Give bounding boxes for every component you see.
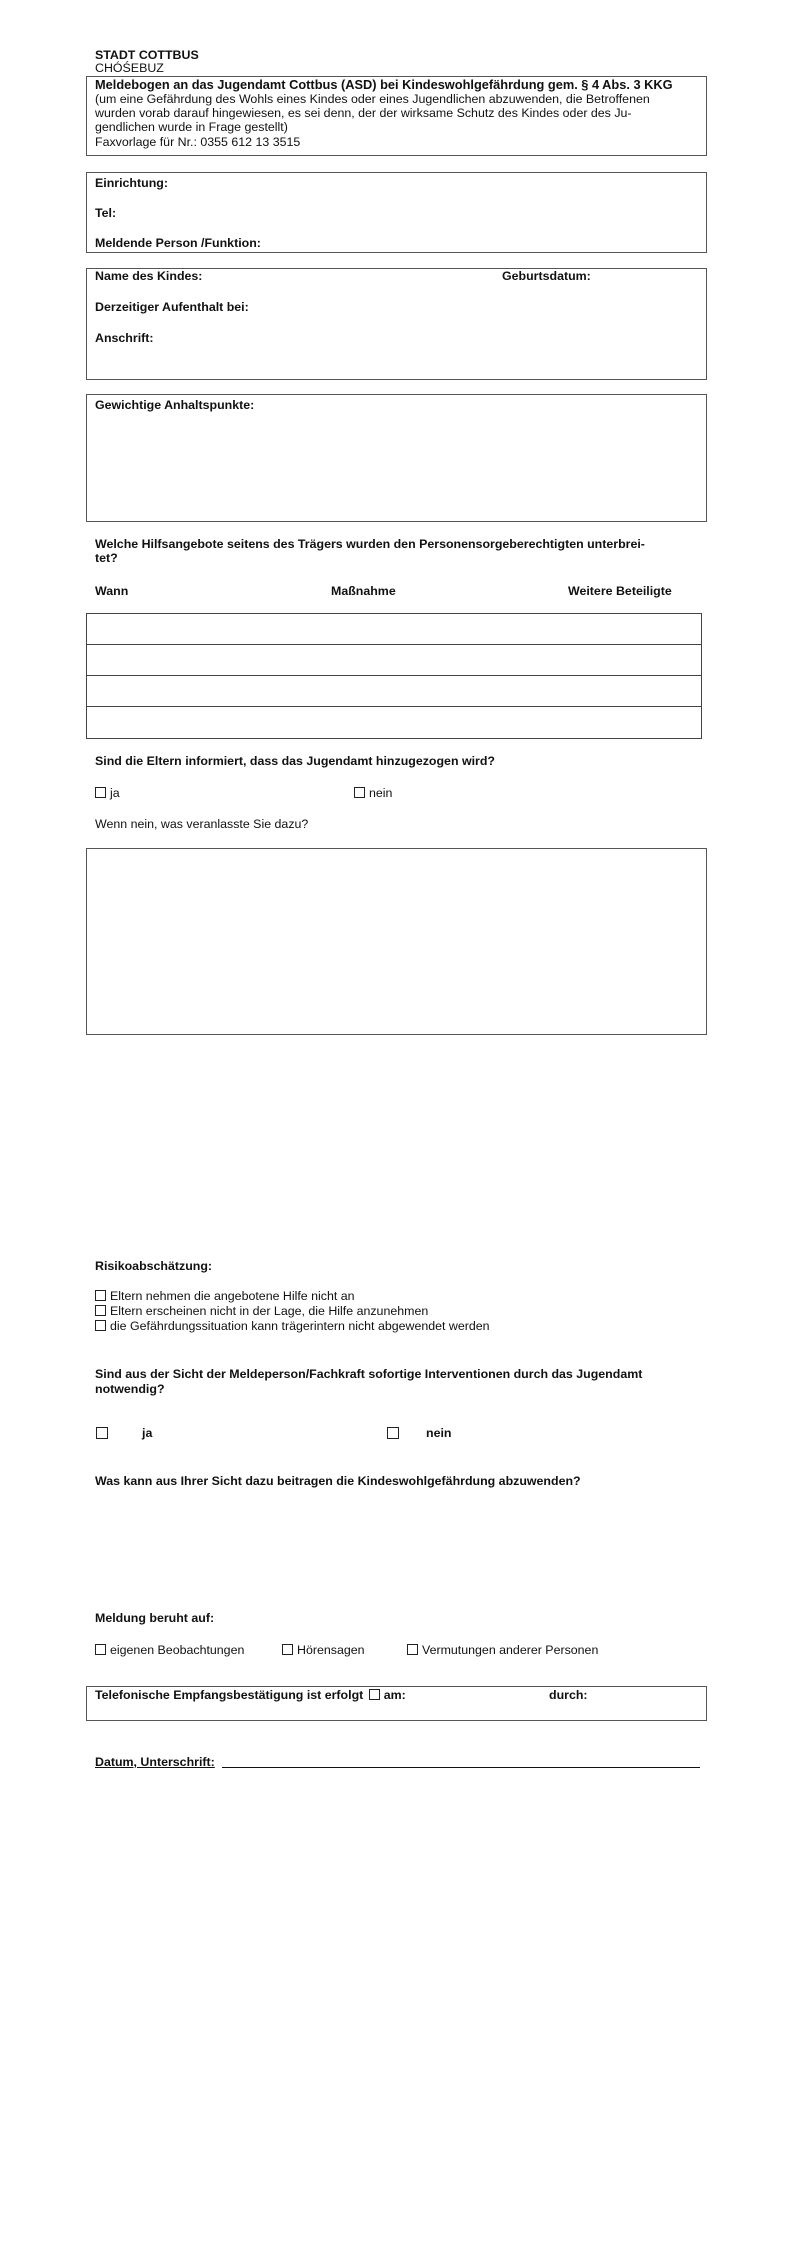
parents-informed-question: Sind die Eltern informiert, dass das Jugendamt hinzugezogen wird? xyxy=(95,754,495,768)
parents-informed-yes[interactable] xyxy=(95,786,120,800)
signature-line[interactable] xyxy=(222,1767,700,1768)
form-note-line1: (um eine Gefährdung des Wohls eines Kindes oder eines Jugendlichen abzuwenden, die Betroffenen xyxy=(95,92,650,106)
checkbox-icon[interactable] xyxy=(407,1644,418,1655)
form-note-line3: gendlichen wurde in Frage gestellt) xyxy=(95,120,288,134)
parents-informed-no[interactable] xyxy=(354,786,392,800)
risk-option[interactable] xyxy=(95,1289,355,1303)
offers-table-row[interactable] xyxy=(86,675,702,707)
basis-option-label: eigenen Beobachtungen xyxy=(110,1643,245,1657)
risk-option-label: Eltern nehmen die angebotene Hilfe nicht an xyxy=(110,1289,355,1303)
address-label: Anschrift: xyxy=(95,331,154,345)
offers-table-row[interactable] xyxy=(86,706,702,739)
institution-label: Einrichtung: xyxy=(95,176,168,190)
city-name: STADT COTTBUS xyxy=(95,48,199,62)
parents-informed-no-label: nein xyxy=(369,786,393,800)
intervention-question-line1: Sind aus der Sicht der Meldeperson/Fachkraft sofortige Interventionen durch das Jugendamt xyxy=(95,1367,643,1381)
confirmation-box xyxy=(86,1686,707,1721)
reporter-box[interactable] xyxy=(86,172,707,253)
column-header-participants: Weitere Beteiligte xyxy=(568,584,672,598)
basis-option-hearsay[interactable] xyxy=(282,1643,365,1657)
phone-label: Tel: xyxy=(95,206,117,220)
parents-informed-yes-label: ja xyxy=(110,786,120,800)
basis-label: Meldung beruht auf: xyxy=(95,1611,215,1625)
form-note-line2: wurden vorab darauf hingewiesen, es sei denn, der der wirksame Schutz des Kindes oder des Ju- xyxy=(95,106,632,120)
checkbox-icon[interactable] xyxy=(282,1644,293,1655)
column-header-measure: Maßnahme xyxy=(331,584,396,598)
checkbox-icon[interactable] xyxy=(95,1290,106,1301)
confirmation-checkbox[interactable] xyxy=(369,1689,380,1700)
child-box[interactable] xyxy=(86,268,707,380)
child-name-label: Name des Kindes: xyxy=(95,269,203,283)
intervention-yes-label: ja xyxy=(142,1426,153,1440)
checkbox-icon[interactable] xyxy=(95,1320,106,1331)
offers-question-line2: tet? xyxy=(95,551,118,565)
offers-question-line1: Welche Hilfsangebote seitens des Trägers wurden den Personensorgeberechtigten unterbrei- xyxy=(95,537,645,551)
intervention-question-line2: notwendig? xyxy=(95,1382,165,1396)
reason-box[interactable] xyxy=(86,848,707,1035)
checkbox-icon[interactable] xyxy=(354,787,365,798)
residence-label: Derzeitiger Aufenthalt bei: xyxy=(95,300,249,314)
confirmation-date-label: am: xyxy=(383,1688,406,1702)
form-title: Meldebogen an das Jugendamt Cottbus (ASD) bei Kindeswohlgefährdung gem. § 4 Abs. 3 KKG xyxy=(95,77,673,92)
risk-option-label: Eltern erscheinen nicht in der Lage, die Hilfe anzunehmen xyxy=(110,1304,429,1318)
prevention-question: Was kann aus Ihrer Sicht dazu beitragen die Kindeswohlgefährdung abzuwenden? xyxy=(95,1474,581,1488)
header-box xyxy=(86,76,707,156)
risk-option-label: die Gefährdungssituation kann trägerintern nicht abgewendet werden xyxy=(110,1319,490,1333)
basis-option-observations[interactable] xyxy=(95,1643,244,1657)
signature-label: Datum, Unterschrift: xyxy=(95,1755,215,1769)
risk-option[interactable] xyxy=(95,1319,490,1333)
intervention-no-label: nein xyxy=(426,1426,452,1440)
checkbox-icon[interactable] xyxy=(95,1305,106,1316)
risk-label: Risikoabschätzung: xyxy=(95,1259,213,1273)
intervention-no-checkbox[interactable] xyxy=(387,1427,399,1439)
reporting-person-label: Meldende Person /Funktion: xyxy=(95,236,261,250)
intervention-yes-checkbox[interactable] xyxy=(96,1427,108,1439)
indicators-label: Gewichtige Anhaltspunkte: xyxy=(95,398,255,412)
offers-table-row[interactable] xyxy=(86,644,702,676)
indicators-box[interactable] xyxy=(86,394,707,522)
birthdate-label: Geburtsdatum: xyxy=(502,269,591,283)
column-header-when: Wann xyxy=(95,584,129,598)
basis-option-assumptions[interactable] xyxy=(407,1643,598,1657)
checkbox-icon[interactable] xyxy=(95,1644,106,1655)
confirmation-row xyxy=(95,1688,406,1702)
offers-table-row[interactable] xyxy=(86,613,702,645)
basis-option-label: Vermutungen anderer Personen xyxy=(422,1643,599,1657)
confirmation-by-label: durch: xyxy=(549,1688,588,1702)
city-name-sorbian: CHÓŚEBUZ xyxy=(95,61,164,75)
parents-informed-followup: Wenn nein, was veranlasste Sie dazu? xyxy=(95,817,309,831)
risk-option[interactable] xyxy=(95,1304,428,1318)
basis-option-label: Hörensagen xyxy=(297,1643,365,1657)
confirmation-label: Telefonische Empfangsbestätigung ist erfolgt xyxy=(95,1688,364,1702)
checkbox-icon[interactable] xyxy=(95,787,106,798)
fax-number: Faxvorlage für Nr.: 0355 612 13 3515 xyxy=(95,135,301,149)
